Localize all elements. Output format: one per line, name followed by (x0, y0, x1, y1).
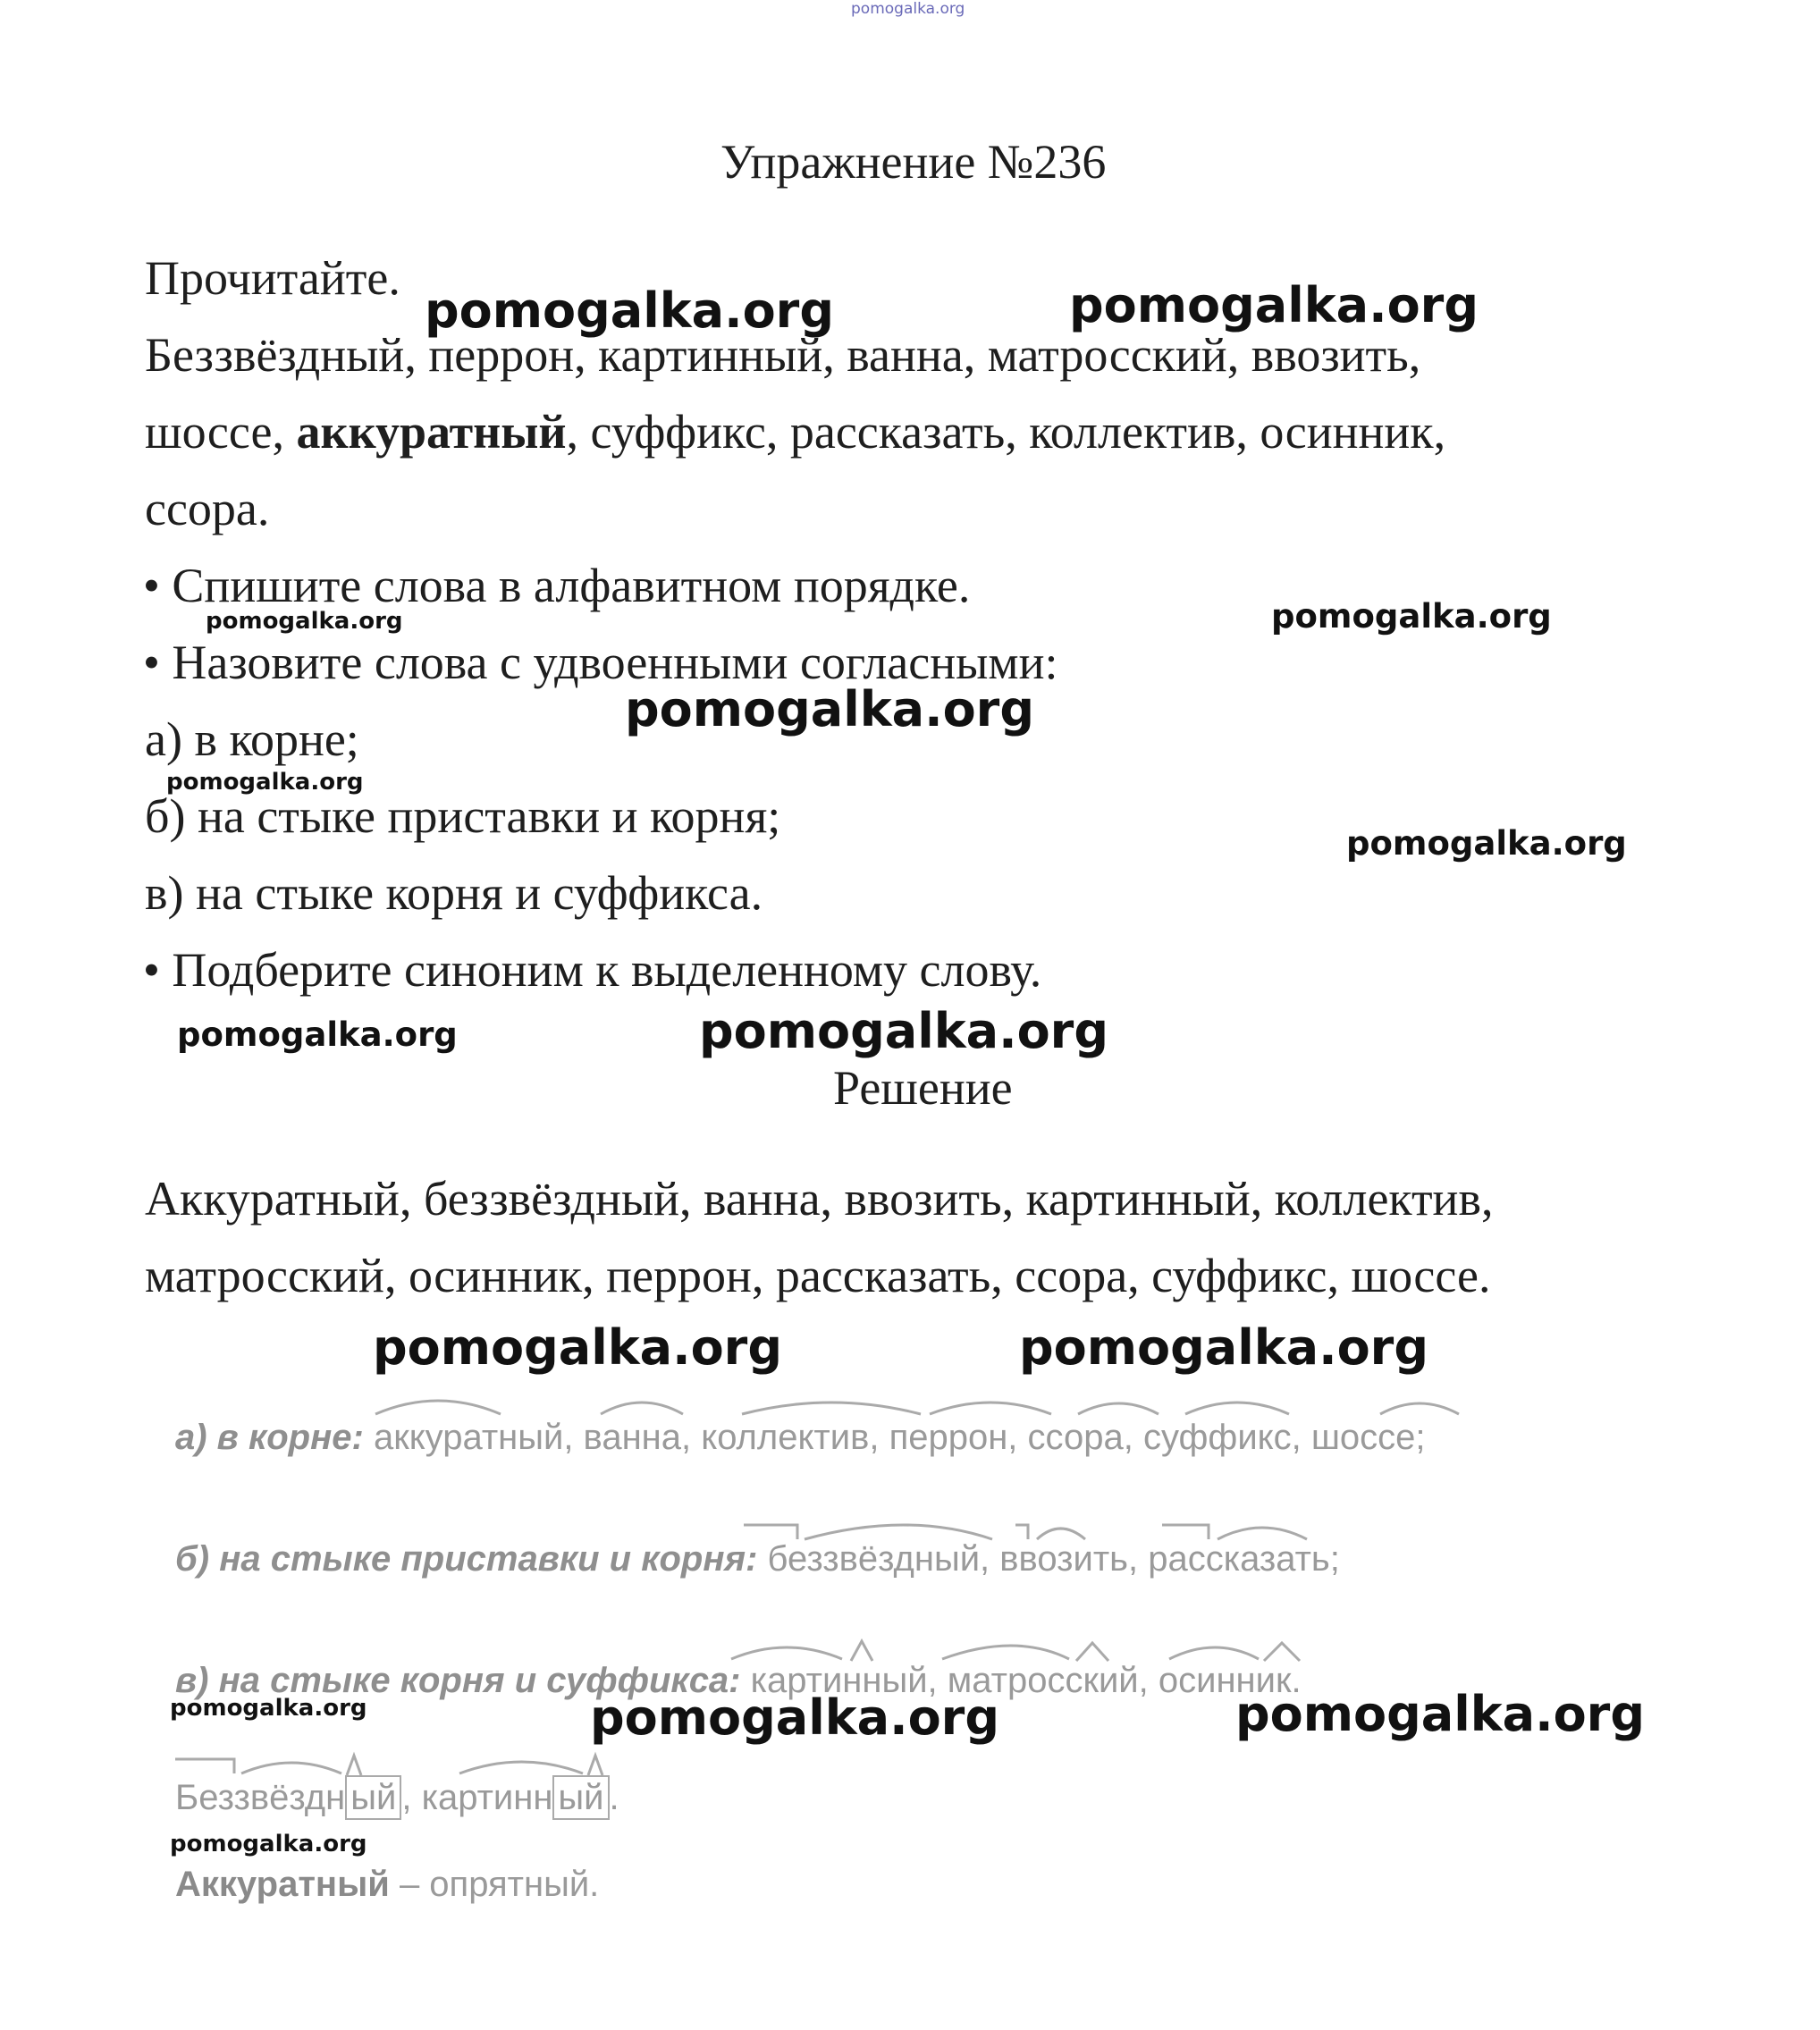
root-arc (731, 1647, 842, 1659)
root-arc (375, 1401, 501, 1414)
line-a-words: аккуратный, ванна, коллектив, перрон, ссора, суффикс, шоссе; (373, 1418, 1426, 1457)
root-arc (742, 1402, 921, 1414)
watermark: pomogalka.org (170, 1695, 367, 1722)
sorted-line1: Аккуратный, беззвёздный, ванна, ввозить, картинный, коллектив, (145, 1172, 1494, 1226)
words-line2-pre: шоссе, (145, 405, 297, 459)
suffix-caret (851, 1641, 872, 1661)
line-b-words: беззвёздный, ввозить, рассказать; (767, 1539, 1340, 1579)
root-arc (930, 1402, 1051, 1414)
highlighted-word: аккуратный (296, 405, 567, 459)
watermark: pomogalka.org (170, 1831, 367, 1857)
line-a-label: а) в корне: (175, 1418, 364, 1457)
page-title: Упражнение №236 (720, 135, 1107, 189)
suffix-caret (588, 1756, 602, 1775)
root-arc (1185, 1402, 1289, 1414)
watermark: pomogalka.org (625, 681, 1034, 737)
root-arc (601, 1402, 683, 1414)
ending-box: ый (552, 1775, 609, 1820)
watermark: pomogalka.org (373, 1319, 782, 1376)
prefix-bracket (1162, 1525, 1209, 1539)
parse-dot: . (609, 1778, 619, 1817)
synonym-line (175, 1865, 599, 1905)
watermark: pomogalka.org (166, 769, 364, 796)
parse-word2-stem: картинн (421, 1778, 553, 1817)
watermark-top: pomogalka.org (851, 0, 965, 18)
task-bullet-1: • Спишите слова в алфавитном порядке. (143, 559, 971, 612)
watermark: pomogalka.org (699, 1003, 1108, 1059)
root-arc (1218, 1528, 1307, 1539)
words-line2-post: , суффикс, рассказать, коллектив, осинник, (566, 405, 1446, 459)
solution-line-a (175, 1418, 1426, 1458)
parse-word1-stem: Беззвёздн (175, 1778, 346, 1817)
watermark: pomogalka.org (177, 1015, 458, 1054)
line-b-label: б) на стыке приставки и корня: (175, 1539, 758, 1579)
root-arc (459, 1762, 583, 1773)
watermark: pomogalka.org (425, 282, 834, 339)
line-c-label: в) на стыке корня и суффикса: (175, 1661, 741, 1700)
task-lead: Прочитайте. (145, 251, 400, 305)
task-bullet-2: • Назовите слова с удвоенными согласными: (143, 636, 1058, 689)
suffix-caret (347, 1756, 361, 1775)
root-arc (1169, 1647, 1259, 1659)
task-sub-c: в) на стыке корня и суффикса. (145, 866, 763, 920)
watermark: pomogalka.org (1019, 1319, 1428, 1376)
task-bullet-3: • Подберите синоним к выделенному слову. (143, 943, 1042, 997)
line-c-words: картинный, матросский, осинник. (750, 1661, 1302, 1700)
task-words-line3: ссора. (145, 482, 270, 535)
task-words-line1: Беззвёздный, перрон, картинный, ванна, матросский, ввозить, (145, 328, 1421, 382)
morpheme-parse (175, 1775, 619, 1820)
watermark: pomogalka.org (1346, 824, 1627, 863)
watermark: pomogalka.org (1069, 277, 1479, 333)
task-sub-a: а) в корне; (145, 712, 359, 766)
root-arc (805, 1525, 992, 1539)
watermark: pomogalka.org (1235, 1686, 1645, 1742)
task-sub-b: б) на стыке приставки и корня; (145, 789, 781, 843)
root-arc (1037, 1529, 1085, 1539)
root-arc (241, 1763, 341, 1773)
prefix-bracket (1015, 1525, 1028, 1539)
synonym-rest: – опрятный. (389, 1865, 600, 1904)
prefix-bracket (744, 1525, 797, 1539)
parse-separator: , (401, 1778, 412, 1817)
suffix-caret (1264, 1643, 1300, 1661)
solution-heading: Решение (833, 1061, 1013, 1115)
prefix-bracket (175, 1759, 234, 1773)
solution-line-b (175, 1539, 1340, 1579)
ending-box: ый (345, 1775, 401, 1820)
synonym-word: Аккуратный (175, 1865, 390, 1904)
solution-line-c (175, 1661, 1302, 1701)
root-arc (1380, 1403, 1459, 1414)
watermark: pomogalka.org (590, 1689, 999, 1746)
root-arc (1078, 1403, 1159, 1414)
suffix-caret (1076, 1643, 1108, 1661)
root-arc (942, 1646, 1069, 1659)
watermark: pomogalka.org (206, 608, 403, 635)
watermark: pomogalka.org (1271, 597, 1552, 636)
sorted-line2: матросский, осинник, перрон, рассказать, ссора, суффикс, шоссе. (145, 1249, 1491, 1302)
